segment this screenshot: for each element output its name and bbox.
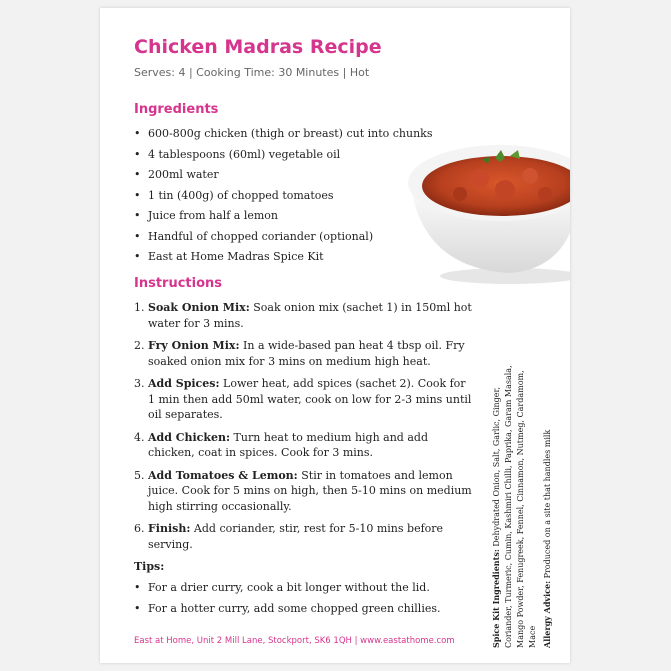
tips-heading: Tips: [134,560,165,573]
footer-contact: East at Home, Unit 2 Mill Lane, Stockport, SK6 1QH | www.eastathome.com [134,636,455,646]
ingredient-item: • 4 tablespoons (60ml) vegetable oil [134,145,433,166]
step-text: Stir in tomatoes and lemon juice. Cook for 5 mins on high, then 5-10 mins on medium high stirring occasionally. [148,468,472,513]
instructions-list [134,300,474,559]
spice-kit-label: Spice Kit Ingredients: [491,549,501,648]
tip-item: • For a hotter curry, add some chopped green chillies. [134,599,441,620]
step-number: 2. [134,339,145,352]
allergy-advice [541,348,554,648]
step-name: Finish: [148,522,191,535]
ingredient-item: • 600-800g chicken (thigh or breast) cut into chunks [134,124,433,145]
step-number: 4. [134,430,145,444]
step-name: Soak Onion Mix: [148,301,250,314]
ingredient-item: • East at Home Madras Spice Kit [134,247,433,268]
step-text: Turn heat to medium high and add chicken, coat in spices. Cook for 3 mins. [148,430,428,459]
step-number: 1. [134,301,145,314]
instruction-step [134,468,474,515]
ingredients-heading: Ingredients [134,102,219,117]
ingredient-item: • Juice from half a lemon [134,206,433,227]
step-name: Fry Onion Mix: [148,339,240,352]
instructions-heading: Instructions [134,276,223,291]
spice-kit-ingredients [490,348,539,648]
step-text: In a wide-based pan heat 4 tbsp oil. Fry soaked onion mix for 3 mins on medium high heat. [148,339,465,368]
allergy-label: Allergy Advice: [542,580,552,648]
tips-list [134,578,441,619]
recipe-card [100,8,570,663]
step-number: 6. [134,522,145,535]
ingredient-item: • Handful of chopped coriander (optional) [134,227,433,248]
spice-kit-text: Dehydrated Onion, Salt, Garlic, Ginger, Coriander, Turmeric, Cumin, Kashmiri Chilli, Paprika, Garam Masala, Mango Powder, Fenugreek, Fennel, Cinnamon, Nutmeg, Cardamom, Mace [492,365,537,648]
step-text: Add coriander, stir, rest for 5-10 mins before serving. [148,522,444,551]
instruction-step [134,430,474,461]
tip-item: • For a drier curry, cook a bit longer without the lid. [134,578,441,599]
instruction-step [134,300,474,331]
recipe-meta: Serves: 4 | Cooking Time: 30 Minutes | Hot [134,66,370,79]
allergy-text: Produced on a site that handles milk [543,429,552,581]
ingredients-list [134,124,433,268]
step-text: Lower heat, add spices (sachet 2). Cook for 1 min then add 50ml water, cook on low for 2-3 mins until oil separates. [148,377,472,421]
instruction-step [134,338,474,369]
step-text: Soak onion mix (sachet 1) in 150ml hot water for 3 mins. [148,301,472,330]
recipe-title: Chicken Madras Recipe [134,36,382,58]
ingredient-item: • 1 tin (400g) of chopped tomatoes [134,186,433,207]
instruction-step [134,521,474,552]
instruction-step [134,376,474,423]
side-panel [490,348,550,648]
step-name: Add Spices: [148,377,220,390]
ingredient-item: • 200ml water [134,165,433,186]
step-number: 5. [134,468,145,482]
step-number: 3. [134,377,145,390]
curry-bowl-image [400,128,570,288]
step-name: Add Chicken: [148,430,231,444]
step-name: Add Tomatoes & Lemon: [148,468,298,482]
